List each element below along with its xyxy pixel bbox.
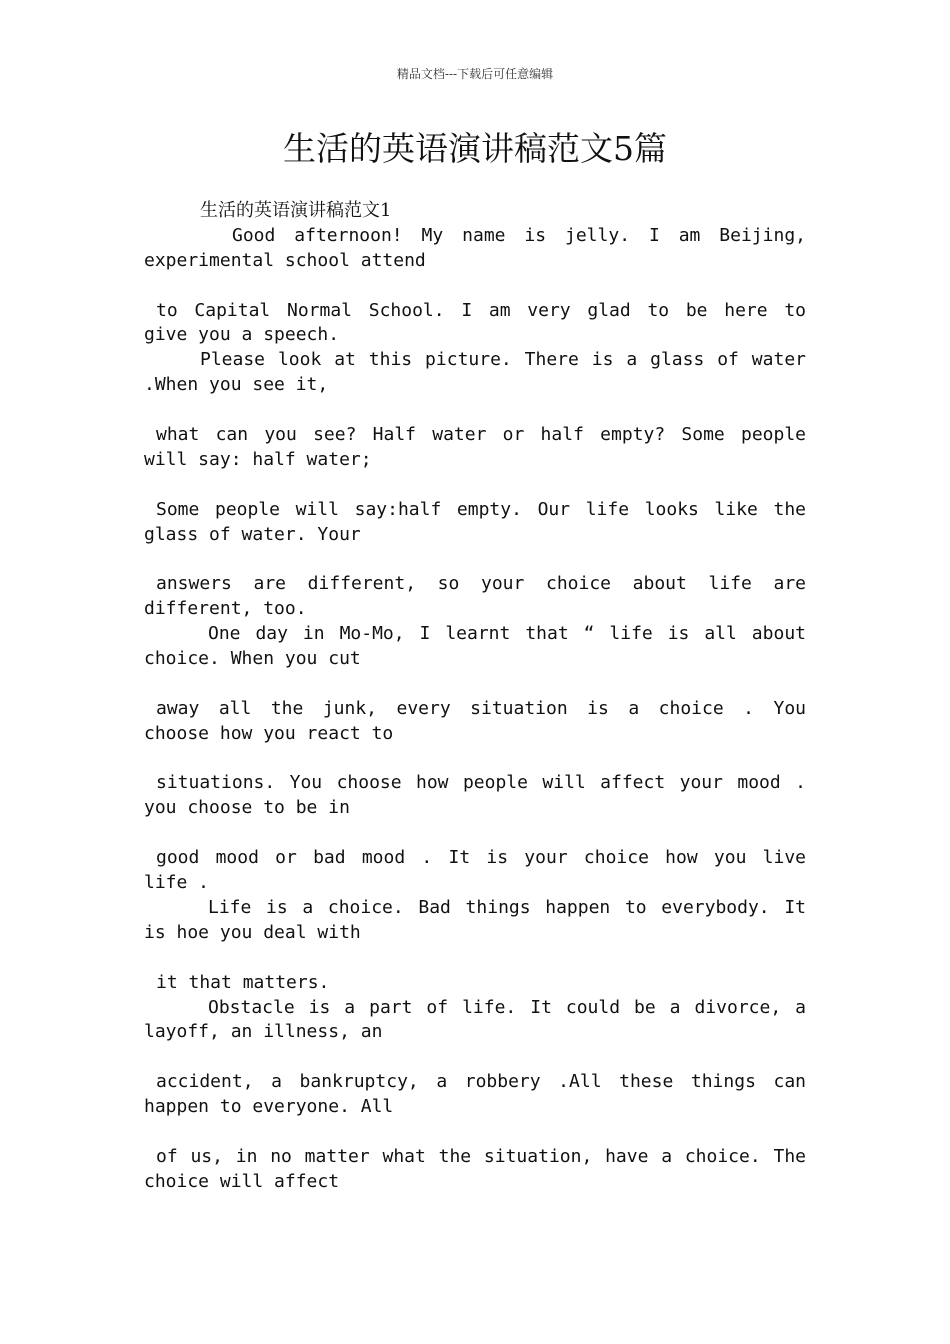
text-line: what can you see? Half water or half empty? Some people — [156, 424, 806, 446]
text-line: good mood or bad mood . It is your choice how you live — [156, 847, 806, 869]
text-line: Obstacle is a part of life. It could be a divorce, a — [208, 996, 806, 1018]
blank-line — [144, 1045, 806, 1070]
text-line: of us, in no matter what the situation, have a choice. The — [156, 1145, 806, 1167]
text-line: life . — [144, 872, 210, 894]
document-body — [144, 199, 806, 1195]
text-line: choice. When you cut — [144, 648, 361, 670]
text-line: situations. You choose how people will affect your mood . — [156, 772, 806, 794]
section-heading: 生活的英语演讲稿范文1 — [200, 200, 392, 221]
text-line: experimental school attend — [144, 249, 426, 271]
text-line: Please look at this picture. There is a glass of water — [200, 349, 806, 371]
blank-line — [144, 398, 806, 423]
text-line: choose how you react to — [144, 722, 394, 744]
blank-line — [144, 473, 806, 498]
text-line: give you a speech. — [144, 324, 340, 346]
text-line: you choose to be in — [144, 797, 350, 819]
text-line: choice will affect — [144, 1170, 340, 1192]
text-line: layoff, an illness, an — [144, 1021, 383, 1043]
blank-line — [144, 274, 806, 299]
text-line: Some people will say:half empty. Our life looks like the — [156, 498, 806, 520]
text-line: different, too. — [144, 598, 307, 620]
text-line: happen to everyone. All — [144, 1096, 394, 1118]
text-line: .When you see it, — [144, 374, 329, 396]
blank-line — [144, 946, 806, 971]
blank-line — [144, 821, 806, 846]
text-line: it that matters. — [156, 971, 330, 993]
text-line: is hoe you deal with — [144, 921, 361, 943]
text-line: Life is a choice. Bad things happen to everybody. It — [208, 896, 806, 918]
text-line: glass of water. Your — [144, 523, 361, 545]
text-line: answers are different, so your choice about life are — [156, 573, 806, 595]
blank-line — [144, 547, 806, 572]
text-line: will say: half water; — [144, 448, 372, 470]
page-header-note: 精品文档---下载后可任意编辑 — [396, 67, 554, 81]
text-line: Good afternoon! My name is jelly. I am Beijing, — [232, 224, 806, 246]
blank-line — [144, 672, 806, 697]
blank-line — [144, 747, 806, 772]
text-line: to Capital Normal School. I am very glad to be here to — [156, 299, 806, 321]
text-line: away all the junk, every situation is a choice . You — [156, 697, 806, 719]
text-line: One day in Mo-Mo, I learnt that “ life is all about — [208, 623, 806, 645]
document-title: 生活的英语演讲稿范文5篇 — [283, 129, 667, 168]
blank-line — [144, 1120, 806, 1145]
text-line: accident, a bankruptcy, a robbery .All these things can — [156, 1071, 806, 1093]
